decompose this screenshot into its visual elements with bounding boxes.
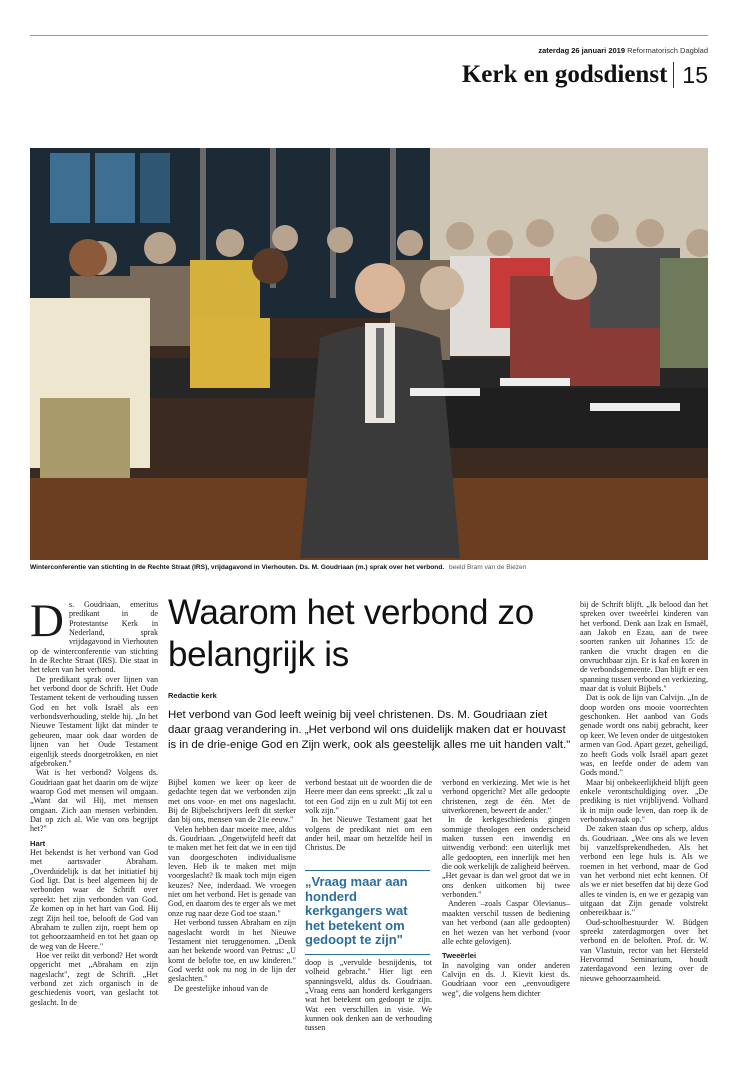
paragraph: Het verbond tussen Abraham en zijn nageslacht wordt in het Nieuwe Testament niet teruggenomen. „Denk aan het bekende woord van Petrus: „U komt de belofte toe, en uw kinderen." God werkt ook nu nog in de lijn der geslachten."	[168, 918, 296, 984]
photo-credit: beeld Bram van de Biezen	[449, 564, 527, 571]
lead-paragraph	[30, 600, 158, 675]
section-header	[462, 58, 708, 92]
paragraph: De predikant sprak over lijnen van het verbond door de Schrift. Het Oude Testament tekent de verhouding tussen God en het volk Israël als een verbondsverhouding, stelde hij. „In het Nieuwe Testament lijkt dat minder te gebeuren, maar ook daar worden de lijnen van het Oude Testament eigenlijk steeds doorgetrokken, en niet afgebroken."	[30, 674, 158, 768]
article-column-1	[30, 600, 158, 1062]
section-name: Kerk en godsdienst	[461, 61, 668, 88]
photo-illustration	[30, 148, 708, 560]
paragraph: De geestelijke inhoud van de	[174, 983, 268, 993]
dateline	[538, 46, 708, 55]
paragraph: Dat is ook de lijn van Calvijn. „In de doop worden ons mooie voorrechten geschonken. Het aanbod van Gods genade wordt ons nabij gebracht, keer op keer. We leven onder de uitgestoken armen van God. Apart gezet, geheiligd, zo heeft Gods volk Israël apart gezet was, en leefde onder de adem van Gods mond."	[580, 693, 708, 778]
paragraph: Bijbel komen we keer op keer de gedachte tegen dat we verbonden zijn met ons voor- en met ons nageslacht. Bij de Bijbelschrijvers leeft dit sterker dan bij ons, mensen van de 21e eeuw."	[168, 778, 296, 825]
subheading: Hart	[30, 838, 46, 848]
paragraph: Wat is het verbond? Volgens ds. Goudriaan gaat het daarin om de wijze waarop God met mensen wil omgaan. „Want dat wil Hij, met mensen omgaan. Zich aan mensen verbinden. Dat op zich al. Wie van ons begrijpt het?"	[30, 768, 158, 834]
article-column-4	[442, 778, 570, 1062]
subheading: Tweeërlei	[442, 951, 477, 961]
pull-quote: „Vraag maar aan honderd kerkgangers wat het betekent om gedoopt te zijn"	[305, 870, 430, 955]
paragraph: Oud-schoolbestuurder W. Büdgen spreekt zaterdagmorgen over het verbond en de beloften. Prof. dr. W. van Vlastuin, rector van het Hersteld Hervormd Seminarium, houdt zaterdagavond een lezing over de nieuwe gehoorzaamheid.	[580, 917, 708, 983]
paragraph: In het Nieuwe Testament gaat het volgens de predikant niet om een ander heil, maar om hetzelfde heil in Christus. De	[305, 815, 432, 853]
section-divider	[673, 62, 674, 88]
paragraph: doop is „vervulde besnijdenis, tot volheid gebracht." Hier ligt een spanningsveld, aldus ds. Goudriaan. „Vraag eens aan honderd kerkgangers wat het betekent om gedoopt te zijn. Wat een verschillen in visie. We kunnen ook denken aan de verhouding tussen	[305, 958, 432, 1033]
drop-cap: D	[30, 600, 64, 647]
paragraph-text: s. Goudriaan, emeritus predikant in de Protestantse Kerk in Nederland, sprak vrijdagavond in Vierhouten op de winterconferentie van stichting In de Rechte Straat (IRS). Die staat in het teken van het verbond.	[30, 600, 158, 675]
paragraph: De zaken staan dus op scherp, aldus ds. Goudriaan. „Wee ons als we leven bij vanzelfsprekendheden. Als het verbond een lege huls is. Als we roemen in het verbond, maar de God van het verbond niet echt kennen. Of als we er niet beseffen dat bij deze God alles te vinden is, en we er gezapig van uitgaan dat Zijn genade volstrekt onbereikbaar is."	[580, 824, 708, 918]
paragraph: bij de Schrift blijft. „Ik belood dan het spreken over tweeërlei kinderen van het verbond. Denk aan Izak en Ismaël, aan Jakob en Ezau, aan de twee soorten ranken uit Johannes 15: de ranken die vrucht dragen en die onvruchtbaar zijn. Er is kaf en koren in de verbondsgemeente. Dan blijft er een spanning tussen verbond en verkiezing, maar dat is voluit Bijbels."	[580, 600, 708, 694]
paragraph: Maar bij onbekeerlijkheid blijft geen enkele verontschuldiging over. „De prediking is niet vrijblijvend. Volhard ik in mijn oude leven, dan roep ik de verbondswraak op."	[580, 777, 708, 824]
page-number: 15	[682, 61, 708, 88]
byline: Redactie kerk	[168, 691, 217, 700]
newspaper-name: Reformatorisch Dagblad	[627, 46, 708, 55]
paragraph: verbond bestaat uit de woorden die de Heere meer dan eens spreekt: „Ik zal u tot een God zijn en u zult Mij tot een volk zijn."	[305, 778, 432, 816]
conference-photo	[30, 148, 708, 560]
paragraph: In navolging van onder anderen Calvijn en ds. J. Kievit kiest ds. Goudriaan voor een „eenvoudigere weg", die volgens hem dichter	[442, 960, 570, 998]
paragraph: Hoe ver reikt dit verbond? Het wordt opgericht met „Abraham en zijn nageslacht", zegt de Schrift. „Het verbond zet zich organisch in de geschiedenis voort, van geslacht tot geslacht. In de	[30, 950, 158, 1007]
paragraph: Anderen –zoals Caspar Olevianus– maakten verschil tussen de bediening van het verbond (aan alle gedoopten) en het wezen van het verbond (voor alle echte gelovigen).	[442, 899, 570, 946]
paragraph: Het bekendst is het verbond van God met aartsvader Abraham. „Overduidelijk is dat het initiatief bij God ligt. Dat is heel algemeen bij de verbonden waar de Schrift over spreekt: het zijn verbonden van God. Ze komen op in het hart van God. Hij zegt Zijn heil toe, belooft de God van Abraham te zullen zijn, roept hem op tot gehoorzaamheid en tot het gaan op de weg van de Heere."	[30, 848, 158, 951]
article-intro: Het verbond van God leeft weinig bij veel christenen. Ds. M. Goudriaan ziet daar graag verandering in. „Het verbond wil ons duidelijk maken dat er houvast is in de drie-enige God en Zijn werk, ook als geestelijk alles me uit handen valt."	[168, 709, 571, 751]
photo-caption	[30, 564, 708, 571]
paragraph: Velen hebben daar moeite mee, aldus ds. Goudriaan. „Ongetwijfeld heeft dat te maken met het feit dat we in een tijd van doorgeschoten individualisme leven. Heb ik te maken met mijn voorgeslacht? Ik maak toch mijn eigen keuzes? Nee, inderdaad. We vroegen niet om het verbond. Het is genade van God, en daarom des te erger als we met onze rug naar deze God toe staan."	[168, 824, 296, 918]
article-headline: Waarom het verbond zo belangrijk is	[168, 593, 534, 674]
paragraph: In de kerkgeschiedenis gingen sommige theologen een onderscheid maken tussen een inwendig en uitwendig verbond: een uiterlijk met alle gedoopten, een innerlijk met hen die ook werkelijk de zaligheid beërven. „Het gevaar is dan wel groot dat we in ons denken uitkomen bij twee verbonden."	[442, 815, 570, 900]
caption-text: Winterconferentie van stichting In de Rechte Straat (IRS), vrijdagavond in Vierhouten. Ds. M. Goudriaan (m.) sprak over het verbond.	[30, 564, 445, 571]
issue-date: zaterdag 26 januari 2019	[538, 46, 626, 55]
article-column-3-top	[305, 778, 432, 868]
article-column-5	[580, 600, 708, 1062]
top-rule	[30, 35, 708, 36]
paragraph: verbond en verkiezing. Met wie is het verbond opgericht? Met alle gedoopte christenen, zegt de één. Met de uitverkorenen, beweert de ander."	[442, 778, 570, 816]
article-column-2	[168, 778, 296, 1062]
article-column-3-bottom	[305, 958, 432, 1062]
